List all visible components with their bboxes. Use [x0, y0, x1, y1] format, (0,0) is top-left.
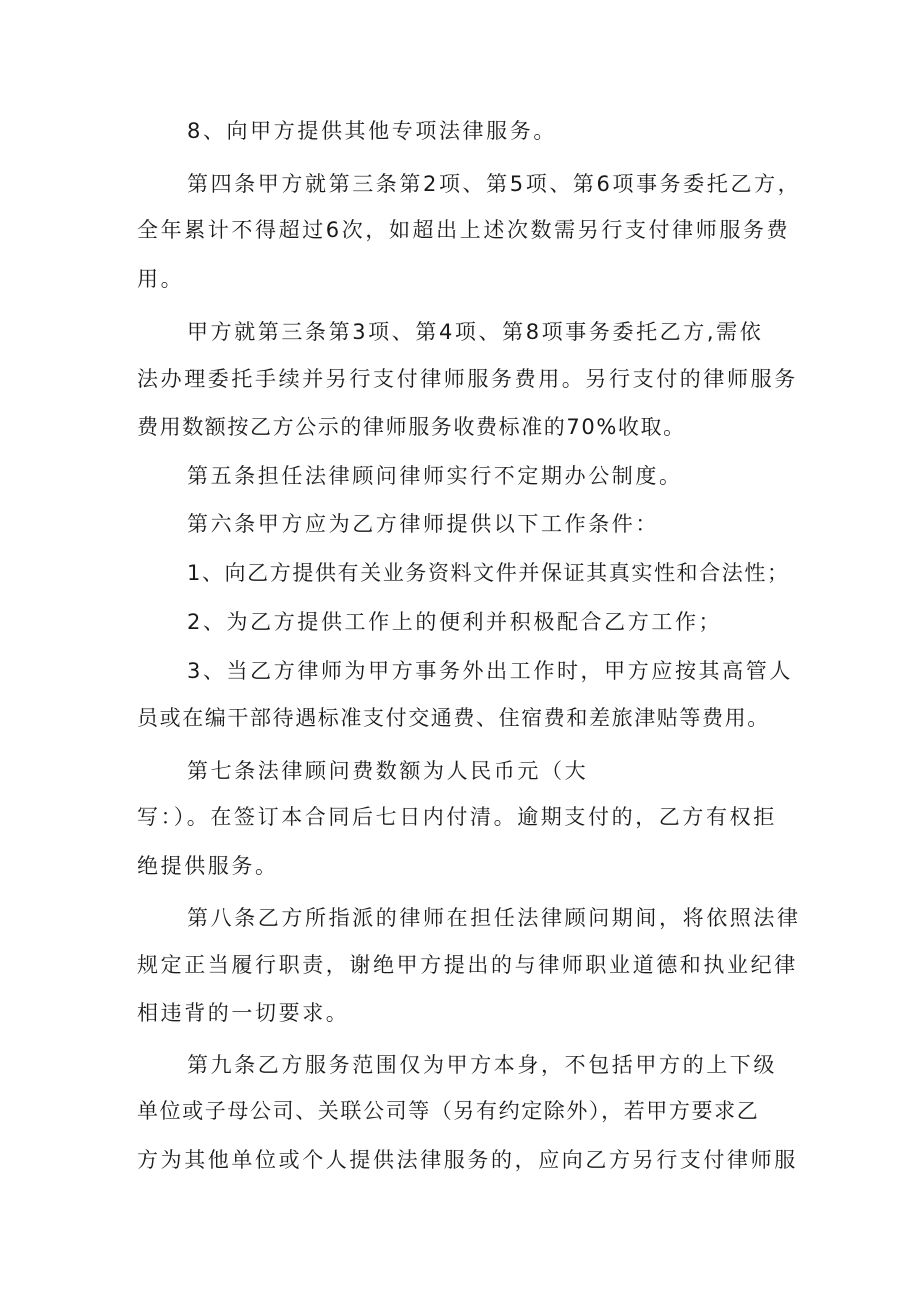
text-line-11: 2、为乙方提供工作上的便利并积极配合乙方工作；	[187, 610, 723, 634]
text-line-22: 方为其他单位或个人提供法律服务的，应向乙方另行支付律师服	[137, 1148, 798, 1172]
text-line-7: 费用数额按乙方公示的律师服务收费标准的70%收取。	[137, 415, 686, 439]
text-line-8: 第五条担任法律顾问律师实行不定期办公制度。	[187, 464, 683, 488]
text-line-17: 第八条乙方所指派的律师在担任法律顾问期间，将依照法律	[187, 906, 801, 930]
text-line-9: 第六条甲方应为乙方律师提供以下工作条件：	[187, 512, 659, 536]
text-line-2: 第四条甲方就第三条第2项、第5项、第6项事务委托乙方，	[187, 172, 802, 196]
text-line-10: 1、向乙方提供有关业务资料文件并保证其真实性和合法性；	[187, 561, 790, 585]
text-line-20: 第九条乙方服务范围仅为甲方本身，不包括甲方的上下级	[187, 1053, 777, 1077]
text-line-19: 相违背的一切要求。	[137, 1001, 350, 1025]
text-line-13: 员或在编干部待遇标准支付交通费、住宿费和差旅津贴等费用。	[137, 706, 770, 730]
text-line-3: 全年累计不得超过6次，如超出上述次数需另行支付律师服务费	[137, 218, 791, 242]
text-line-4: 用。	[137, 267, 185, 291]
text-line-18: 规定正当履行职责，谢绝甲方提出的与律师职业道德和执业纪律	[137, 953, 798, 977]
text-line-21: 单位或子母公司、关联公司等（另有约定除外），若甲方要求乙	[137, 1099, 760, 1123]
text-line-16: 绝提供服务。	[137, 854, 279, 878]
text-line-14: 第七条法律顾问费数额为人民币元（大	[187, 759, 589, 783]
text-line-5: 甲方就第三条第3项、第4项、第8项事务委托乙方,需依	[187, 320, 764, 344]
text-line-1: 8、向甲方提供其他专项法律服务。	[187, 119, 557, 143]
text-line-12: 3、当乙方律师为甲方事务外出工作时，甲方应按其高管人	[187, 659, 793, 683]
text-line-15: 写：）。在签订本合同后七日内付清。逾期支付的，乙方有权拒	[137, 805, 777, 829]
text-line-6: 法办理委托手续并另行支付律师服务费用。另行支付的律师服务	[137, 367, 798, 391]
